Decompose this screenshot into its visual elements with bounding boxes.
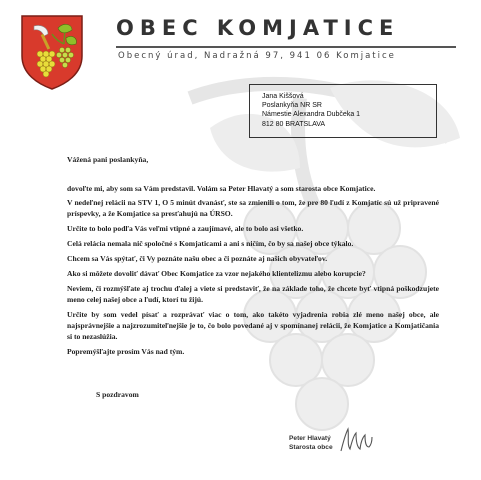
salutation: Vážená pani poslankyňa, [67,155,149,164]
recipient-address [262,92,360,129]
paragraph: Celá relácia nemala nič spoločné s Komjaticami a ani s ničím, čo by sa našej obce týkalo. [67,239,354,248]
paragraph: Určite by som vedel písať a rozprávať viac o tom, ako takéto vyjadrenia robia zlé meno našej obce, ale najsprávnejšie a najzrozumiteľnejšie je to, čo bolo povedané aj v spomínanej relácii, že Komjatice a Komjatičania si to nezaslúžia. [67,310,439,341]
paragraph: Chcem sa Vás spýtať, či Vy poznáte našu obec a či poznáte aj našich obyvateľov. [67,254,328,263]
paragraph: Určite to bolo podľa Vás veľmi vtipné a zaujímavé, ale to bolo asi všetko. [67,224,304,233]
recipient-city: 812 80 BRATSLAVA [262,120,326,128]
signer-block [289,434,333,452]
paragraph: Ako si môžete dovoliť dávať Obec Komjatice za vzor nejakého klientelizmu alebo korupcie? [67,269,366,278]
handwritten-signature-icon [338,425,374,455]
paragraph: V nedeľnej relácii na STV 1, O 5 minút dvanásť, ste sa zmienili o tom, že pre 80 ľudí z Komjatíc sú už pripravené príspevky, a že Komjatice sa presťahujú na ÚRSO. [67,198,439,218]
paragraph: Neviem, či rozmýšľate aj trochu ďalej a viete si predstaviť, že na základe toho, že chcete byť vtipná poškodzujete meno celej našej obce a ľudí, ktorí tu žijú. [67,284,439,304]
recipient-street: Námestie Alexandra Dubčeka 1 [262,111,361,119]
closing: S pozdravom [96,390,139,399]
paragraph: Popremýšľajte prosím Vás nad tým. [67,347,185,356]
recipient-role: Poslankyňa NR SR [262,102,322,110]
coat-of-arms-icon [20,14,84,90]
recipient-name: Jana Kiššová [262,93,304,100]
header-rule [116,46,456,48]
paragraph: dovoľte mi, aby som sa Vám predstavil. Volám sa Peter Hlavatý a som starosta obce Komjatice. [67,184,376,193]
office-address: Obecný úrad, Nadražná 97, 941 06 Komjatice [118,51,396,61]
municipality-title: OBEC KOMJATICE [116,16,400,40]
signer-name: Peter Hlavatý [289,435,331,442]
signer-title: Starosta obce [289,444,333,451]
